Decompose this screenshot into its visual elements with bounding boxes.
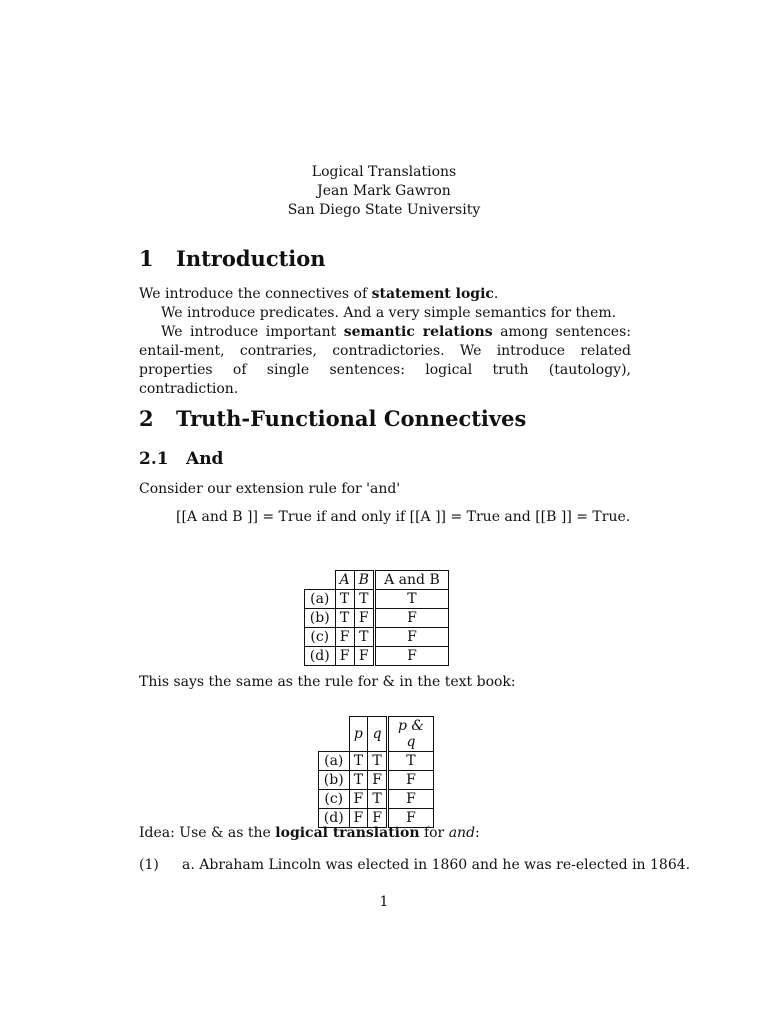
textbook-rule-sentence: This says the same as the rule for & in the text book: xyxy=(139,674,516,690)
truth-table-ampersand xyxy=(318,716,434,828)
row-label: (d) xyxy=(319,809,350,828)
table-header-q: q xyxy=(368,717,388,752)
intro-paragraph-2: We introduce predicates. And a very simple semantics for them. xyxy=(161,305,617,321)
cell-b: T xyxy=(354,628,374,647)
intro-p1-text: We introduce the connectives of xyxy=(139,286,372,302)
table-row xyxy=(305,628,449,647)
page-number: 1 xyxy=(379,894,389,910)
intro-paragraph-3 xyxy=(139,323,631,399)
table-header-row xyxy=(305,571,449,590)
cell-result: F xyxy=(387,771,433,790)
cell-result: T xyxy=(387,752,433,771)
table-row xyxy=(319,771,434,790)
table-row xyxy=(319,752,434,771)
table-header-a: A xyxy=(335,571,354,590)
subsection-2-1-number: 2.1 xyxy=(139,449,169,469)
paper-title: Logical Translations xyxy=(311,164,457,180)
row-label: (a) xyxy=(319,752,350,771)
cell-q: F xyxy=(368,771,388,790)
table-row xyxy=(305,590,449,609)
table-row xyxy=(319,790,434,809)
cell-result: T xyxy=(374,590,448,609)
cell-a: F xyxy=(335,628,354,647)
cell-a: T xyxy=(335,590,354,609)
intro-paragraph-1 xyxy=(139,285,631,304)
paper-affiliation: San Diego State University xyxy=(287,202,481,218)
intro-p1-end: . xyxy=(493,286,499,302)
row-label: (c) xyxy=(319,790,350,809)
cell-result: F xyxy=(374,609,448,628)
section-1-title: Introduction xyxy=(176,246,326,271)
table-header-result: A and B xyxy=(374,571,448,590)
section-1-heading xyxy=(139,246,326,272)
table-corner-cell xyxy=(305,571,336,590)
intro-p3-text: We introduce important xyxy=(161,324,344,340)
table-corner-cell xyxy=(319,717,350,752)
cell-a: T xyxy=(335,609,354,628)
cell-q: T xyxy=(368,752,388,771)
cell-b: F xyxy=(354,609,374,628)
subsection-2-1-title: And xyxy=(186,449,224,469)
intro-p3-end: among sentences: entail-ment, contraries, contradictories. We introduce related properties of single sentences: logical truth (tautology), contradiction. xyxy=(139,324,631,397)
idea-text: Idea: Use & as the xyxy=(139,825,276,841)
idea-mid: for xyxy=(419,825,449,841)
intro-p3-bold: semantic relations xyxy=(343,324,493,340)
cell-result: F xyxy=(374,647,448,666)
cell-result: F xyxy=(387,790,433,809)
cell-q: F xyxy=(368,809,388,828)
table-header-b: B xyxy=(354,571,374,590)
idea-italic: and xyxy=(448,825,476,841)
idea-sentence xyxy=(139,824,631,843)
example-number: (1) xyxy=(139,857,159,873)
table-header-p: p xyxy=(349,717,368,752)
section-1-body xyxy=(139,285,631,399)
cell-b: F xyxy=(354,647,374,666)
idea-end: : xyxy=(475,825,480,841)
intro-p1-bold: statement logic xyxy=(371,286,494,302)
section-1-number: 1 xyxy=(139,246,154,271)
table-row xyxy=(305,609,449,628)
section-2-heading xyxy=(139,406,526,432)
cell-b: T xyxy=(354,590,374,609)
example-text: a. Abraham Lincoln was elected in 1860 and he was re-elected in 1864. xyxy=(182,857,691,873)
cell-p: T xyxy=(349,752,368,771)
cell-p: T xyxy=(349,771,368,790)
section-2-number: 2 xyxy=(139,406,154,431)
cell-p: F xyxy=(349,809,368,828)
row-label: (d) xyxy=(305,647,336,666)
truth-table-and xyxy=(304,570,449,666)
cell-result: F xyxy=(374,628,448,647)
paper-author: Jean Mark Gawron xyxy=(317,183,451,199)
section-2-title: Truth-Functional Connectives xyxy=(176,406,527,431)
table-row xyxy=(305,647,449,666)
cell-q: T xyxy=(368,790,388,809)
row-label: (b) xyxy=(319,771,350,790)
idea-bold: logical translation xyxy=(275,825,420,841)
extension-rule-display: [[A and B ]] = True if and only if [[A ]] = True and [[B ]] = True. xyxy=(176,509,631,525)
cell-result: F xyxy=(387,809,433,828)
extension-rule-intro: Consider our extension rule for 'and' xyxy=(139,481,401,497)
row-label: (c) xyxy=(305,628,336,647)
cell-p: F xyxy=(349,790,368,809)
row-label: (b) xyxy=(305,609,336,628)
cell-a: F xyxy=(335,647,354,666)
table-header-row xyxy=(319,717,434,752)
row-label: (a) xyxy=(305,590,336,609)
subsection-2-1-heading xyxy=(139,448,223,470)
table-header-result: p & q xyxy=(387,717,433,752)
